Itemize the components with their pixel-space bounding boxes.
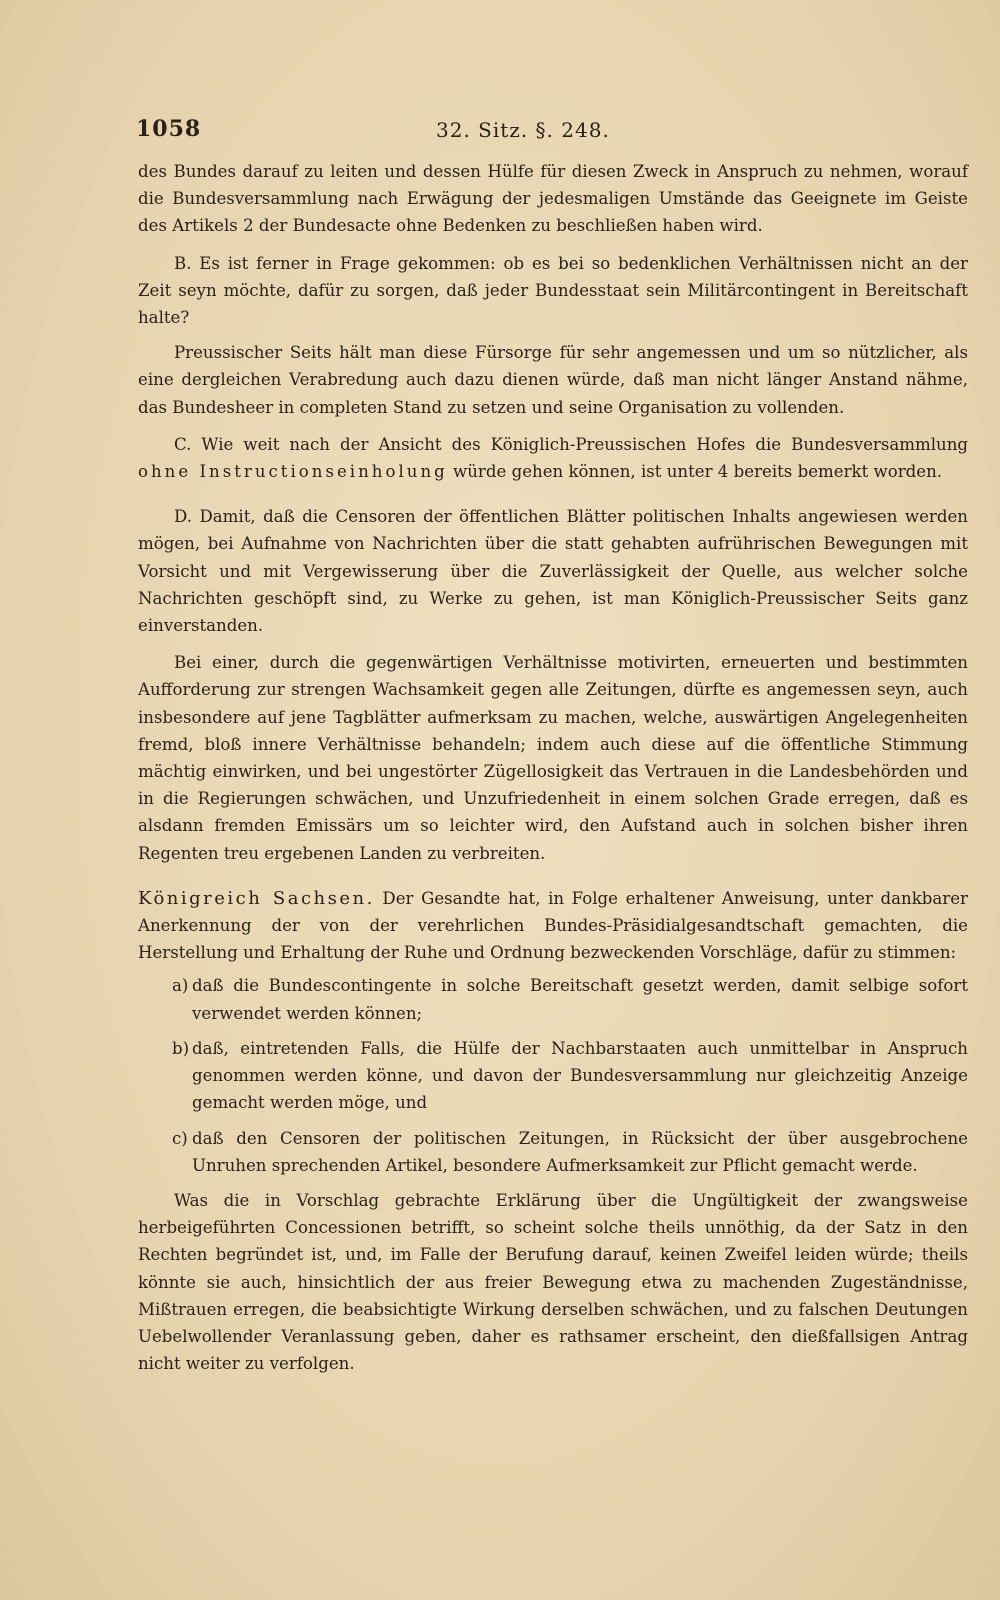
paragraph-saxony — [138, 885, 968, 967]
paragraph-c — [138, 431, 968, 485]
paragraph-d: D. Damit, daß die Censoren der öffentlichen Blätter politischen Inhalts angewiesen werden mögen, bei Aufnahme von Nachrichten über die statt gehabten aufrührischen Bewegungen mit Vorsicht und mit Vergewisserung über die Zuverlässigkeit der Quelle, aus welcher solche Nachrichten geschöpft sind, zu Werke zu gehen, ist man Königlich-Preussischer Seits ganz einverstanden. — [138, 507, 968, 636]
list-item-label: b) — [172, 1038, 190, 1058]
paragraph-c-start: C. Wie weit nach der Ansicht des Königlich-Preussischen Hofes die Bundesversammlung — [174, 434, 968, 454]
list-item-label: c) — [172, 1128, 188, 1148]
list-item-text: daß die Bundescontingente in solche Bereitschaft gesetzt werden, damit selbige sofort verwendet werden können; — [192, 976, 968, 1023]
list-item-text: daß den Censoren der politischen Zeitungen, in Rücksicht der über ausgebrochene Unruhen sprechenden Artikel, besondere Aufmerksamkeit zur Pflicht gemacht werde. — [192, 1128, 968, 1175]
conditions-list — [138, 972, 968, 1178]
paragraph-c-spaced: ohne Instructionseinholung — [138, 462, 448, 482]
paragraph-newspapers: Bei einer, durch die gegenwärtigen Verhältnisse motivirten, erneuerten und bestimmten Aufforderung zur strengen Wachsamkeit gegen alle Zeitungen, dürfte es angemessen seyn, auch insbesondere auf jene Tagblätter aufmerksam zu machen, welche, auswärtigen Angelegenheiten fremd, bloß innere Verhältnisse behandeln; indem auch diese auf die öffentliche Stimmung mächtig einwirken, und bei ungestörter Zügellosigkeit das Vertrauen in die Landesbehörden und in die Regierungen schwächen, und Unzufriedenheit in einem solchen Grade erregen, daß es alsdann fremden Emissärs um so leichter wird, den Aufstand auch in solchen bisher ihren Regenten treu ergebenen Landen zu verbreiten. — [138, 653, 968, 863]
paragraph-intro: des Bundes darauf zu leiten und dessen Hülfe für diesen Zweck in Anspruch zu nehmen, worauf die Bundesversammlung nach Erwägung der jedesmaligen Umstände das Geeignete im Geiste des Artikels 2 der Bundesacte ohne Bedenken zu beschließen haben wird. — [138, 162, 968, 236]
body-text — [138, 158, 968, 1377]
list-item-label: a) — [172, 976, 189, 996]
list-item — [138, 972, 968, 1026]
paragraph-prussia: Preussischer Seits hält man diese Fürsorge für sehr angemessen und um so nützlicher, als eine dergleichen Verabredung auch dazu dienen würde, daß man nicht länger Anstand nähme, das Bundesheer in completen Stand zu setzen und seine Organisation zu vollenden. — [138, 343, 968, 417]
list-item — [138, 1125, 968, 1179]
paragraph-b: B. Es ist ferner in Frage gekommen: ob es bei so bedenklichen Verhältnissen nicht an der Zeit seyn möchte, dafür zu sorgen, daß jeder Bundesstaat sein Militärcontingent in Bereitschaft halte? — [138, 253, 968, 328]
page-number: 1058 — [136, 116, 202, 142]
saxony-text: Der Gesandte hat, in Folge erhaltener Anweisung, unter dankbarer Anerkennung der von der verehrlichen Bundes-Präsidialgesandtschaft gemachten, die Herstellung und Erhaltung der Ruhe und Ordnung bezweckenden Vorschläge, dafür zu stimmen: — [138, 888, 968, 963]
list-item — [138, 1035, 968, 1117]
running-head: 32. Sitz. §. 248. — [436, 118, 610, 142]
list-item-text: daß, eintretenden Falls, die Hülfe der Nachbarstaaten auch unmittelbar in Anspruch genommen werden könne, und davon der Bundesversammlung nur gleichzeitig Anzeige gemacht werden möge, und — [192, 1038, 968, 1113]
paragraph-final: Was die in Vorschlag gebrachte Erklärung über die Ungültigkeit der zwangsweise herbeigeführten Concessionen betrifft, so scheint solche theils unnöthig, da der Satz in den Rechten begründet ist, und, im Falle der Berufung darauf, keinen Zweifel leiden würde; theils könnte sie auch, hinsichtlich der aus freier Bewegung etwa zu machenden Zugeständnisse, Mißtrauen erregen, die beabsichtigte Wirkung derselben schwächen, und zu falschen Deutungen Uebelwollender Veranlassung geben, daher es rathsamer erscheint, den dießfallsigen Antrag nicht weiter zu verfolgen. — [138, 1190, 968, 1374]
saxony-heading: Königreich Sachsen. — [138, 887, 375, 909]
page-header — [136, 116, 996, 152]
paragraph-c-end: würde gehen können, ist unter 4 bereits bemerkt worden. — [447, 462, 943, 482]
